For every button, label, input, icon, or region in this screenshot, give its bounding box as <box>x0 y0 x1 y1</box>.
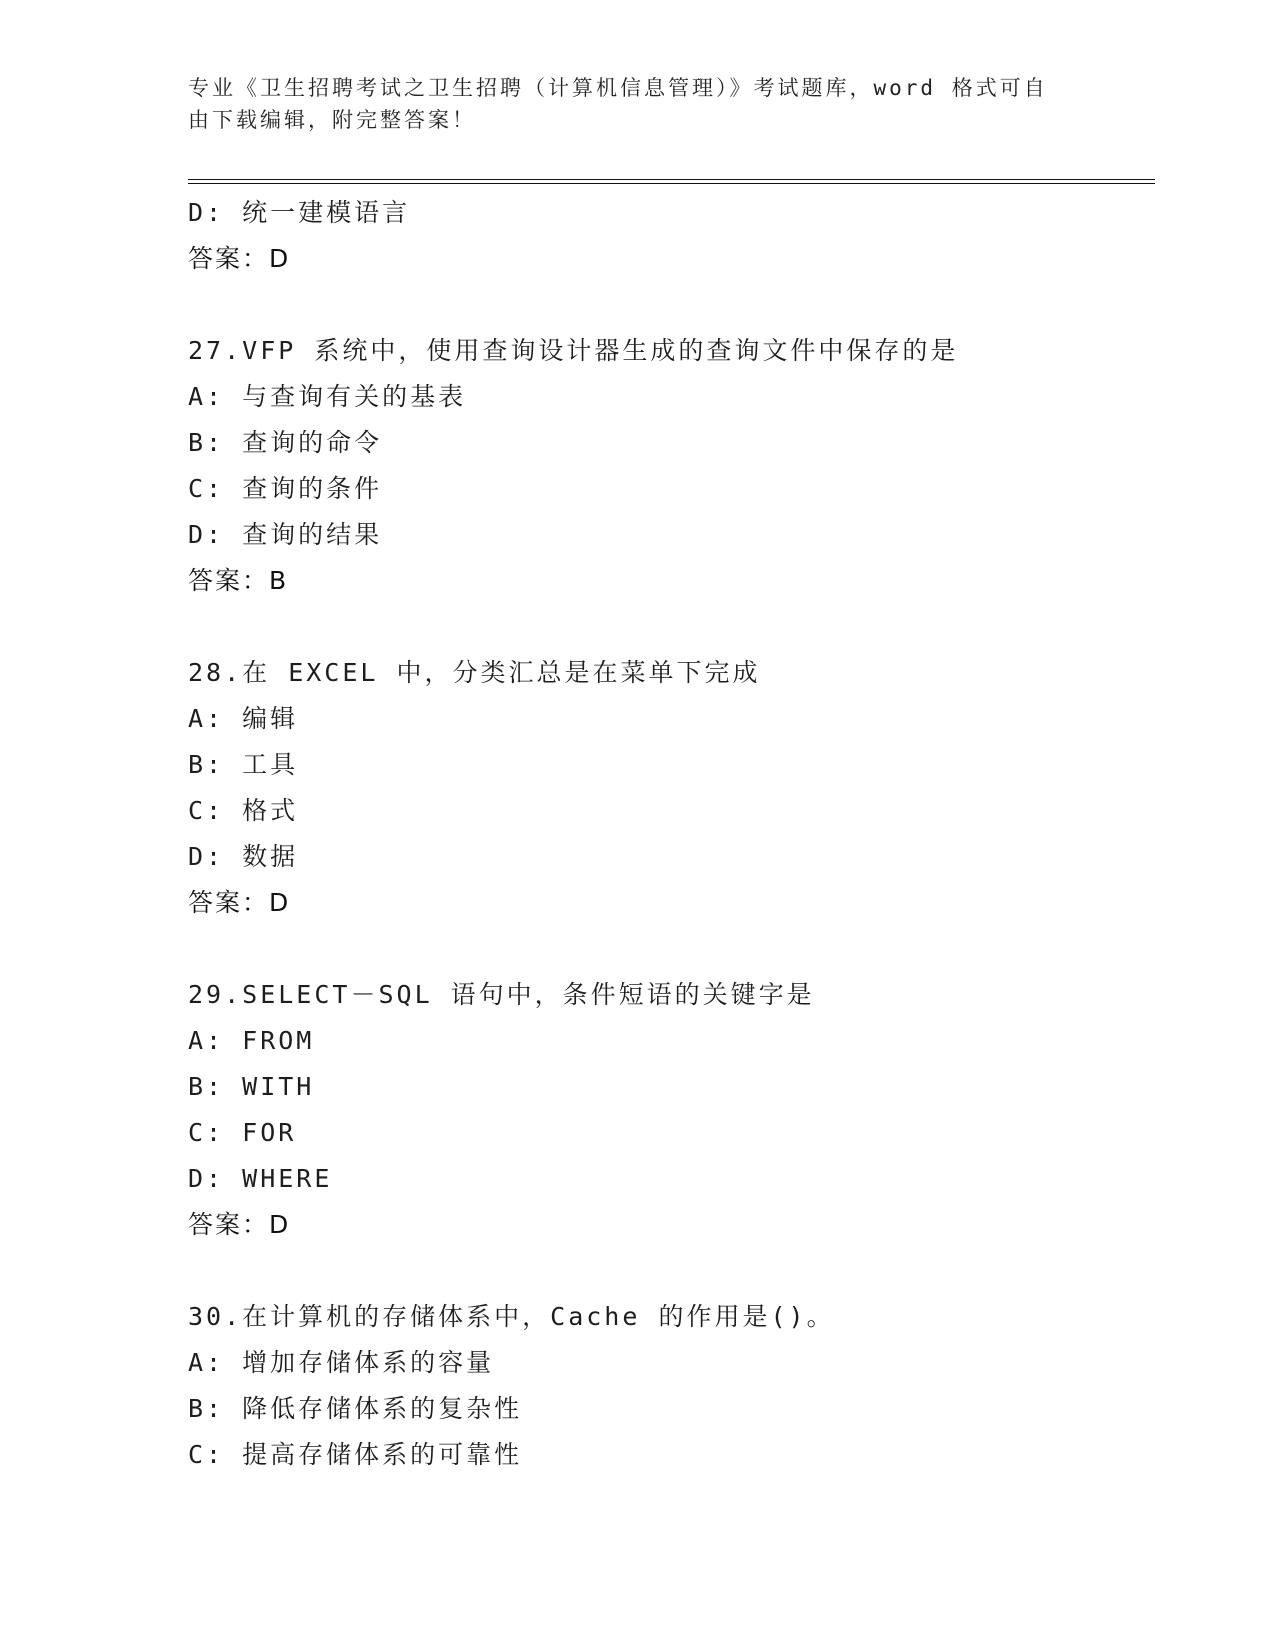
header-line-1: 专业《卫生招聘考试之卫生招聘（计算机信息管理）》考试题库，word 格式可自 <box>188 76 1048 100</box>
question-28 <box>188 650 1155 926</box>
question-stem: 27.VFP 系统中，使用查询设计器生成的查询文件中保存的是 <box>188 336 959 365</box>
question-stem: 30.在计算机的存储体系中，Cache 的作用是()。 <box>188 1302 835 1331</box>
question-list <box>188 190 1155 1478</box>
option-d: D: 统一建模语言 <box>188 198 411 227</box>
question-27 <box>188 328 1155 604</box>
option-c: C: 查询的条件 <box>188 474 383 503</box>
answer: 答案：D <box>188 244 291 273</box>
option-a: A: FROM <box>188 1026 315 1055</box>
spacer <box>188 1248 1155 1294</box>
option-d: D: 数据 <box>188 842 299 871</box>
question-30 <box>188 1294 1155 1478</box>
answer: 答案：D <box>188 1210 291 1239</box>
question-stem: 29.SELECT－SQL 语句中，条件短语的关键字是 <box>188 980 815 1009</box>
option-a: A: 编辑 <box>188 704 299 733</box>
question-29 <box>188 972 1155 1248</box>
option-c: C: FOR <box>188 1118 297 1147</box>
option-c: C: 格式 <box>188 796 299 825</box>
option-d: D: 查询的结果 <box>188 520 383 549</box>
header-divider-top <box>188 179 1155 180</box>
option-b: B: 查询的命令 <box>188 428 383 457</box>
previous-question-tail <box>188 190 1155 282</box>
answer: 答案：B <box>188 566 289 595</box>
spacer <box>188 926 1155 972</box>
header-divider-bottom <box>188 183 1155 184</box>
option-b: B: WITH <box>188 1072 315 1101</box>
document-header <box>188 72 1068 136</box>
option-c: C: 提高存储体系的可靠性 <box>188 1440 523 1469</box>
question-stem: 28.在 EXCEL 中，分类汇总是在菜单下完成 <box>188 658 761 687</box>
option-a: A: 与查询有关的基表 <box>188 382 467 411</box>
answer: 答案：D <box>188 888 291 917</box>
header-line-2: 由下载编辑，附完整答案！ <box>188 108 476 132</box>
option-d: D: WHERE <box>188 1164 333 1193</box>
spacer <box>188 282 1155 328</box>
option-b: B: 降低存储体系的复杂性 <box>188 1394 523 1423</box>
spacer <box>188 604 1155 650</box>
option-a: A: 增加存储体系的容量 <box>188 1348 495 1377</box>
option-b: B: 工具 <box>188 750 299 779</box>
